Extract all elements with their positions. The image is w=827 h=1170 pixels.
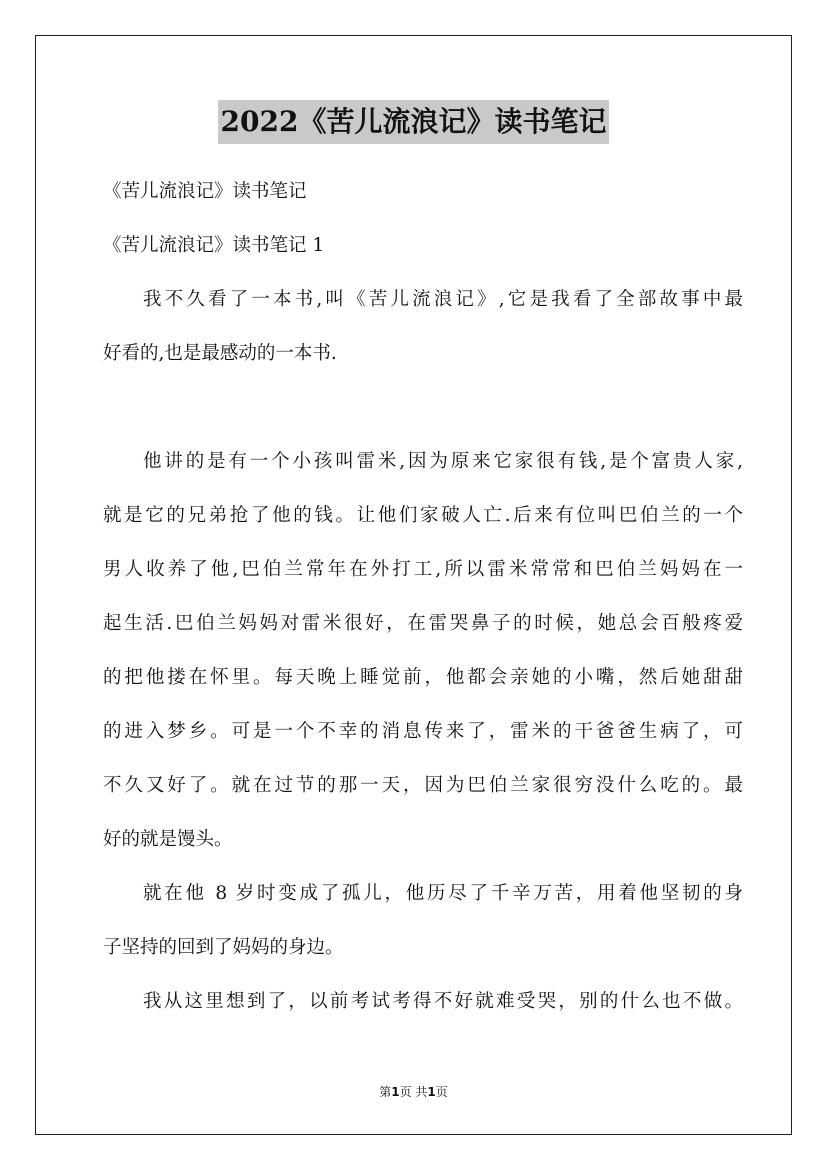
paragraph-line: 的把他搂在怀里。每天晚上睡觉前，他都会亲她的小嘴，然后她甜甜 [103,667,743,688]
page-footer [0,1083,827,1100]
paragraph-4 [103,975,743,1029]
footer-prefix: 第 [379,1085,392,1099]
paragraph-line: 就是它的兄弟抢了他的钱。让他们家破人亡.后来有位叫巴伯兰的一个 [103,505,743,526]
footer-mid: 页 共 [399,1085,428,1099]
footer-page-current: 1 [391,1085,400,1099]
document-title: 2022《苦儿流浪记》读书笔记 [218,100,610,144]
paragraph-line: 好的就是馒头。 [103,829,233,850]
paragraph-line: 子坚持的回到了妈妈的身边。 [103,937,344,958]
paragraph-line: 男人收养了他,巴伯兰常年在外打工,所以雷米常常和巴伯兰妈妈在一 [103,559,743,580]
section-heading: 《苦儿流浪记》读书笔记 1 [103,235,325,256]
title-container [0,100,827,144]
paragraph-line: 我不久看了一本书,叫《苦儿流浪记》,它是我看了全部故事中最 [143,289,743,310]
paragraph-3 [103,867,743,975]
footer-page-total: 1 [427,1085,436,1099]
paragraph-line: 我从这里想到了，以前考试考得不好就难受哭，别的什么也不做。 [143,991,743,1012]
blank-line [103,381,743,435]
footer-suffix: 页 [435,1085,448,1099]
paragraph-line: 好看的,也是最感动的一本书. [103,343,337,364]
paragraph-line: 起生活.巴伯兰妈妈对雷米很好，在雷哭鼻子的时候，她总会百般疼爱 [103,613,743,634]
paragraph-1 [103,273,743,381]
paragraph-line: 就在他 8 岁时变成了孤儿，他历尽了千辛万苦，用着他坚韧的身 [143,883,743,904]
paragraph-line: 的进入梦乡。可是一个不幸的消息传来了，雷米的干爸爸生病了，可 [103,721,743,742]
document-subtitle: 《苦儿流浪记》读书笔记 [103,181,307,202]
paragraph-line: 不久又好了。就在过节的那一天，因为巴伯兰家很穷没什么吃的。最 [103,775,743,796]
paragraph-2 [103,435,743,867]
paragraph-line: 他讲的是有一个小孩叫雷米,因为原来它家很有钱,是个富贵人家, [143,451,743,472]
document-body [103,165,743,1029]
